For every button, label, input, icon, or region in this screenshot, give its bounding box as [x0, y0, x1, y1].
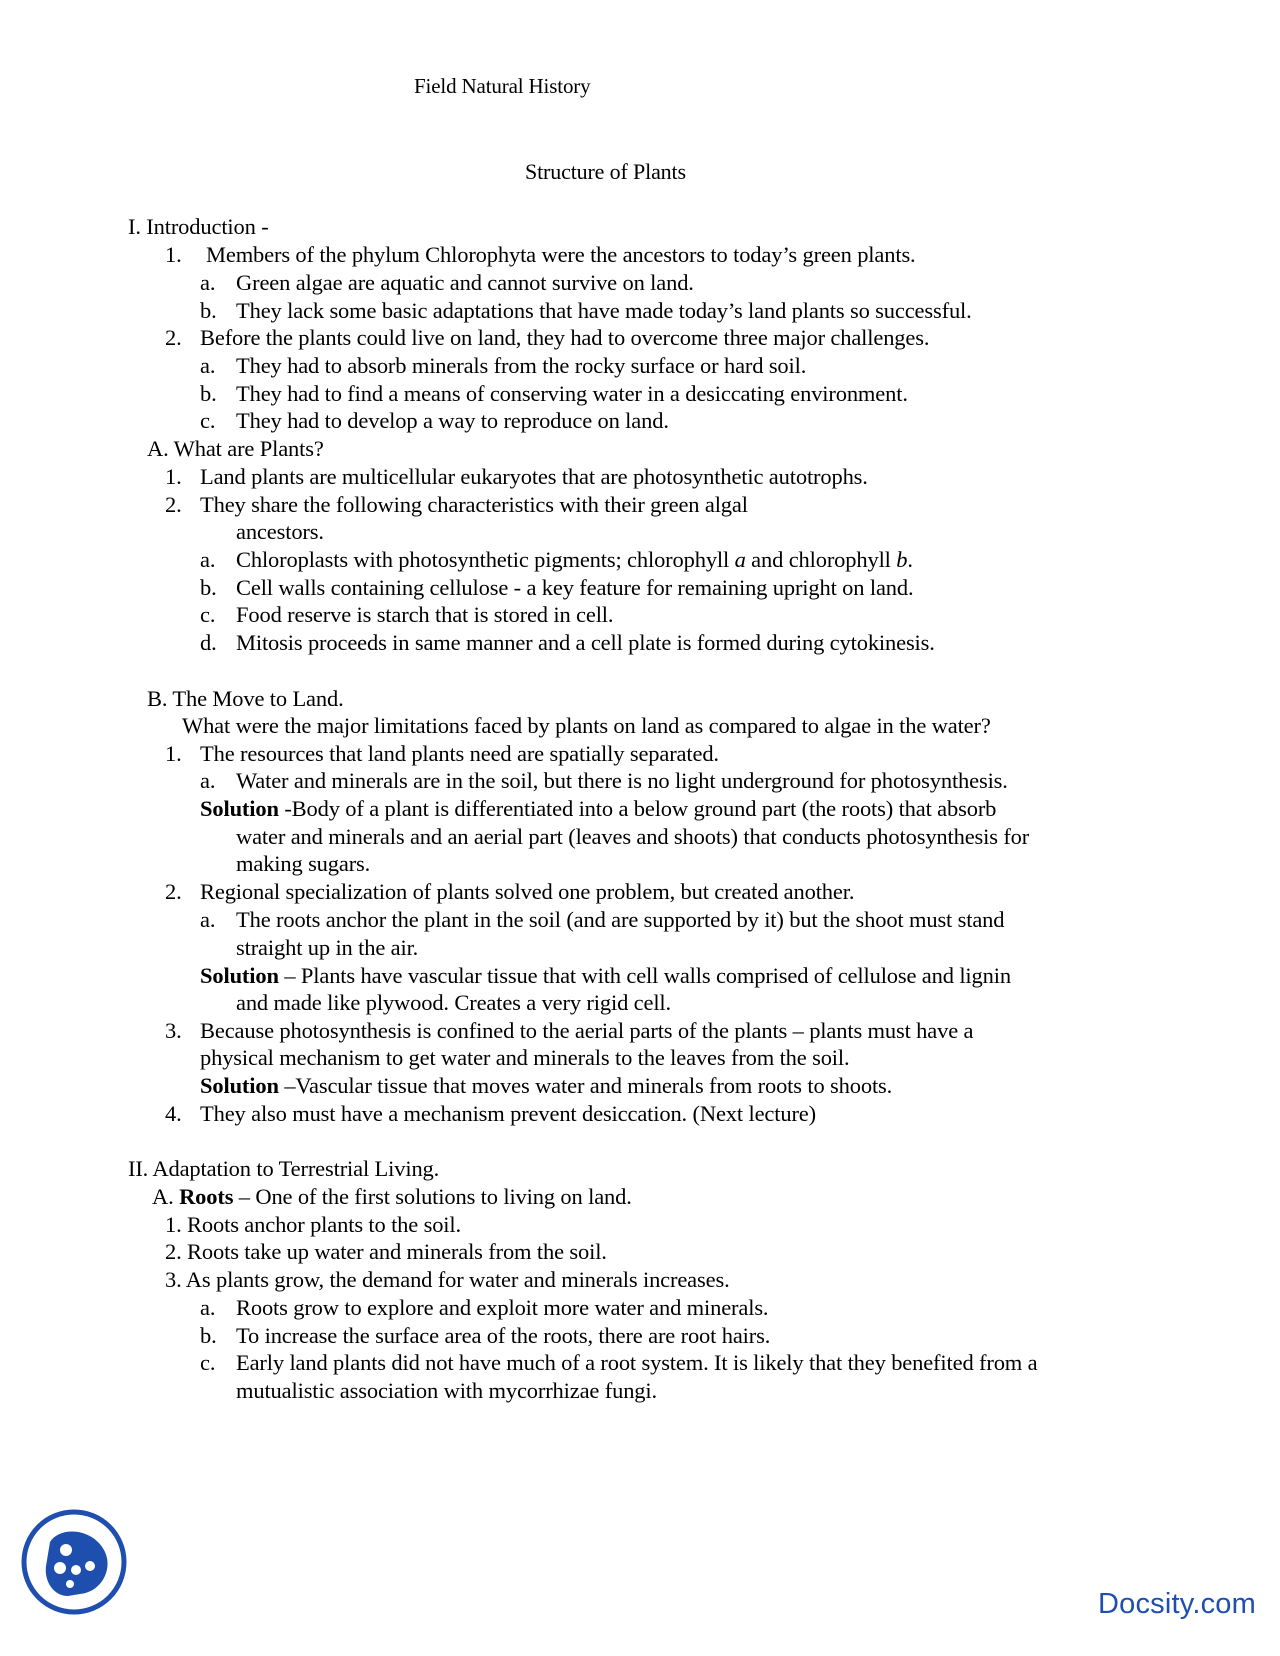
list-item-marker: c.	[200, 1350, 216, 1375]
list-item: Mitosis proceeds in same manner and a cell plate is formed during cytokinesis.	[236, 630, 935, 655]
list-item: They had to absorb minerals from the rocky surface or hard soil.	[236, 353, 807, 378]
list-item-marker: 4.	[165, 1101, 182, 1126]
list-item: Members of the phylum Chlorophyta were the ancestors to today’s green plants.	[206, 242, 916, 267]
list-item-marker: b.	[200, 575, 217, 600]
list-item-marker: c.	[200, 602, 216, 627]
list-item: To increase the surface area of the roots, there are root hairs.	[236, 1323, 771, 1348]
text-segment: Chloroplasts with photosynthetic pigments; chlorophyll	[236, 547, 735, 572]
list-item: Green algae are aquatic and cannot survive on land.	[236, 270, 694, 295]
section-question: What were the major limitations faced by plants on land as compared to algae in the water?	[182, 713, 991, 738]
list-item-marker: a.	[200, 768, 216, 793]
list-item-marker: 1.	[165, 242, 182, 267]
page-header: Field Natural History	[414, 74, 591, 98]
list-item-marker: b.	[200, 381, 217, 406]
list-item-marker: 2.	[165, 492, 182, 517]
list-item-continuation: ancestors.	[236, 519, 324, 544]
solution-text	[200, 794, 996, 823]
solution-text-continuation: and made like plywood. Creates a very rigid cell.	[236, 990, 672, 1015]
list-item: Cell walls containing cellulose - a key feature for remaining upright on land.	[236, 575, 914, 600]
list-item-marker: a.	[200, 907, 216, 932]
list-item: They share the following characteristics with their green algal	[200, 492, 748, 517]
list-item: Roots grow to explore and exploit more water and minerals.	[236, 1295, 769, 1320]
list-item-marker: 1.	[165, 464, 182, 489]
list-item: 1. Roots anchor plants to the soil.	[165, 1212, 461, 1237]
list-item: The roots anchor the plant in the soil (and are supported by it) but the shoot must stand	[236, 907, 1005, 932]
list-item-marker: a.	[200, 1295, 216, 1320]
list-item-marker: d.	[200, 630, 217, 655]
text-segment: and chlorophyll	[745, 547, 897, 572]
list-item-marker: b.	[200, 1323, 217, 1348]
text-segment: – One of the first solutions to living on land.	[233, 1184, 632, 1209]
page-title: Structure of Plants	[525, 159, 686, 184]
list-item-marker: 1.	[165, 741, 182, 766]
solution-text	[200, 961, 1011, 990]
list-item: The resources that land plants need are spatially separated.	[200, 741, 719, 766]
section-heading-introduction: I. Introduction -	[128, 214, 269, 239]
solution-text-continuation: making sugars.	[236, 851, 371, 876]
solution-text-continuation: water and minerals and an aerial part (leaves and shoots) that conducts photosynthesis for	[236, 824, 1030, 849]
list-item: 2. Roots take up water and minerals from the soil.	[165, 1239, 607, 1264]
list-item: Early land plants did not have much of a root system. It is likely that they benefited from a	[236, 1350, 1038, 1375]
text-segment: A.	[152, 1184, 174, 1209]
subsection-heading-roots	[152, 1182, 632, 1211]
text-segment: .	[907, 547, 913, 572]
list-item: Food reserve is starch that is stored in cell.	[236, 602, 614, 627]
list-item-marker: a.	[200, 353, 216, 378]
italic-text: b	[896, 547, 908, 572]
list-item: Because photosynthesis is confined to the aerial parts of the plants – plants must have a	[200, 1018, 974, 1043]
list-item-continuation: straight up in the air.	[236, 935, 419, 960]
list-item	[236, 545, 913, 574]
list-item-marker: c.	[200, 408, 216, 433]
italic-text: a	[734, 547, 746, 572]
docsity-logo-icon	[20, 1508, 128, 1616]
list-item-marker: 2.	[165, 325, 182, 350]
list-item-marker: 3.	[165, 1018, 182, 1043]
solution-label: Solution	[200, 796, 279, 821]
section-heading-move-to-land: B. The Move to Land.	[147, 686, 344, 711]
section-heading-what-are-plants: A. What are Plants?	[147, 436, 324, 461]
text-segment: –Vascular tissue that moves water and minerals from roots to shoots.	[278, 1073, 893, 1098]
list-item: 3. As plants grow, the demand for water and minerals increases.	[165, 1267, 730, 1292]
list-item: Regional specialization of plants solved one problem, but created another.	[200, 879, 855, 904]
list-item-marker: b.	[200, 298, 217, 323]
list-item-continuation: mutualistic association with mycorrhizae fungi.	[236, 1378, 657, 1403]
list-item-marker: 2.	[165, 879, 182, 904]
docsity-brand-link[interactable]: Docsity.com	[1098, 1588, 1256, 1620]
list-item: They lack some basic adaptations that have made today’s land plants so successful.	[236, 298, 972, 323]
list-item-marker: a.	[200, 270, 216, 295]
solution-text	[200, 1071, 892, 1100]
list-item-marker: a.	[200, 547, 216, 572]
list-item: Land plants are multicellular eukaryotes that are photosynthetic autotrophs.	[200, 464, 868, 489]
list-item: They had to develop a way to reproduce on land.	[236, 408, 669, 433]
list-item-continuation: physical mechanism to get water and minerals to the leaves from the soil.	[200, 1045, 850, 1070]
solution-label: Solution	[200, 963, 279, 988]
text-segment: – Plants have vascular tissue that with cell walls comprised of cellulose and lignin	[278, 963, 1011, 988]
list-item: They also must have a mechanism prevent desiccation. (Next lecture)	[200, 1101, 816, 1126]
list-item: Before the plants could live on land, they had to overcome three major challenges.	[200, 325, 930, 350]
list-item: They had to find a means of conserving water in a desiccating environment.	[236, 381, 908, 406]
list-item: Water and minerals are in the soil, but there is no light underground for photosynthesis.	[236, 768, 1008, 793]
solution-label: Solution	[200, 1073, 279, 1098]
text-segment: -Body of a plant is differentiated into a below ground part (the roots) that absorb	[278, 796, 997, 821]
roots-label: Roots	[179, 1184, 234, 1209]
section-heading-adaptation: II. Adaptation to Terrestrial Living.	[128, 1156, 440, 1181]
